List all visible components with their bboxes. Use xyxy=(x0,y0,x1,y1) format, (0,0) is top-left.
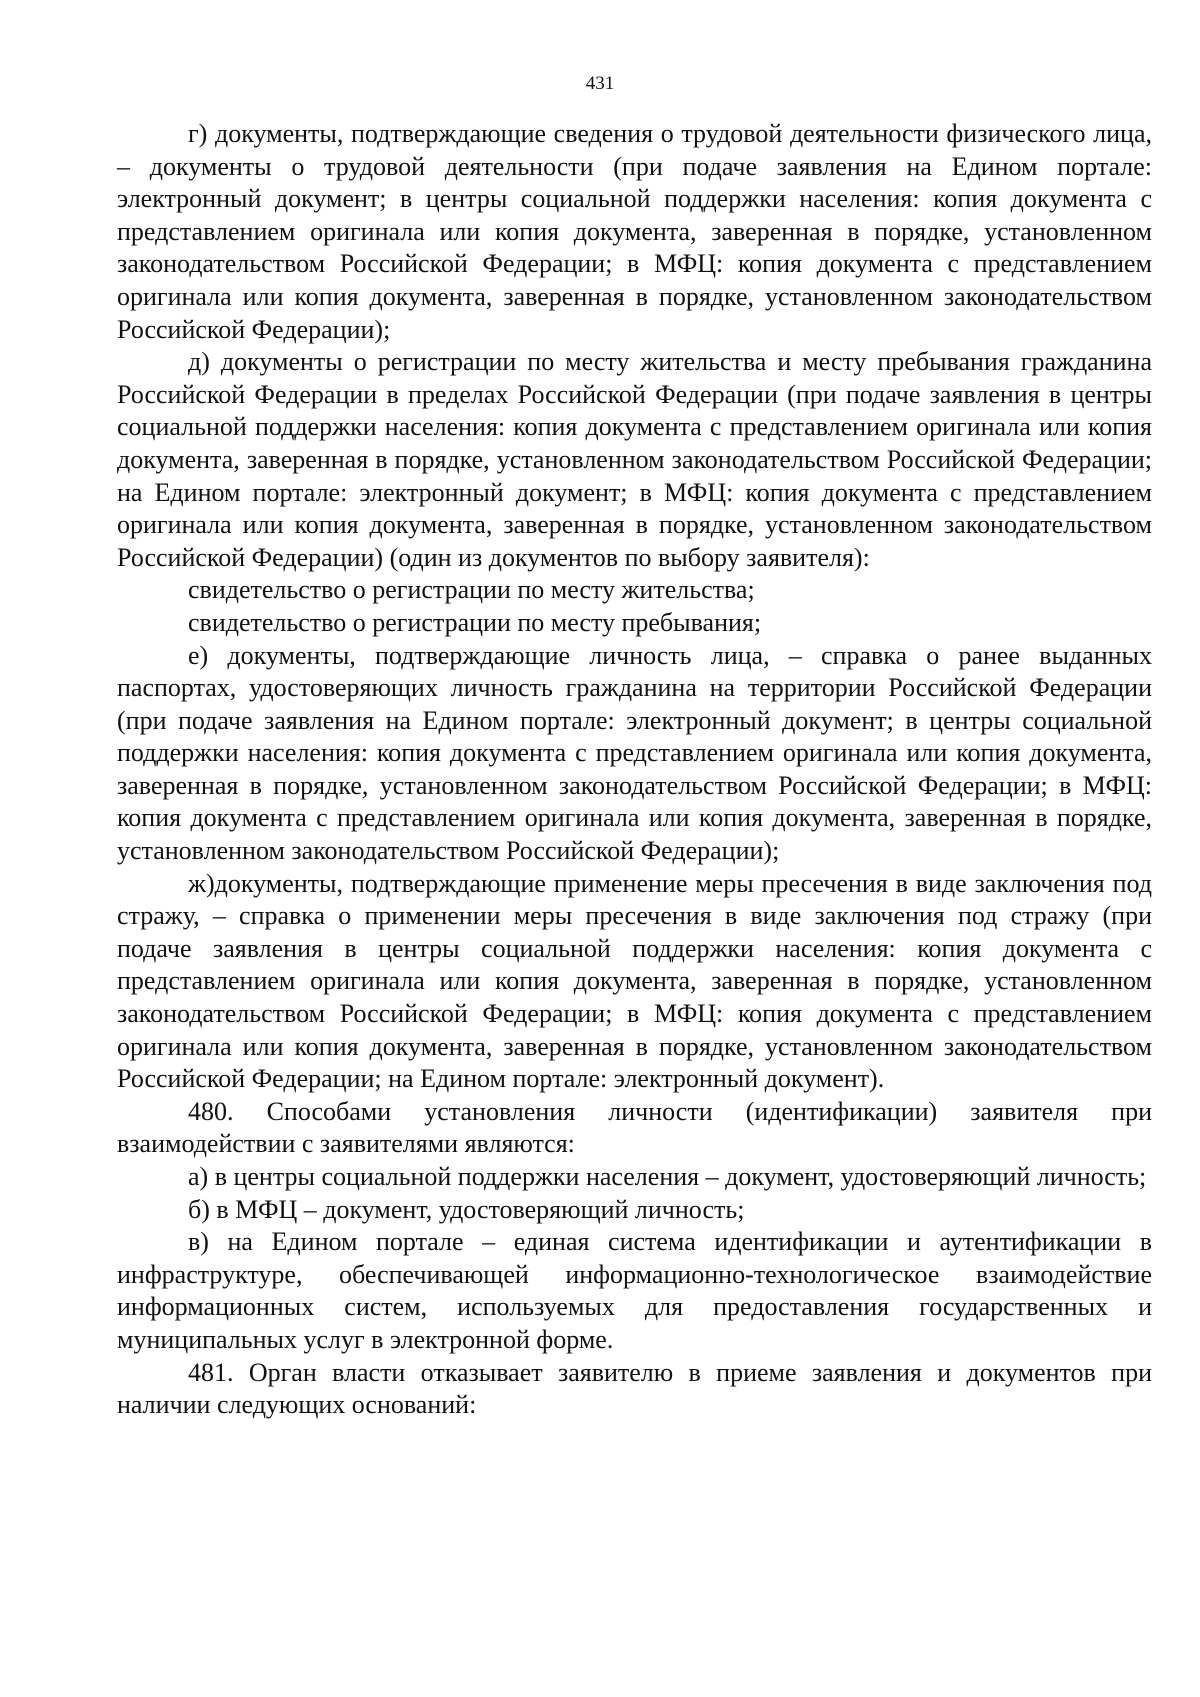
paragraph-e-identity-documents: е) документы, подтверждающие личность лица, – справка о ранее выданных паспортах, удостоверяющих личность гражданина на территории Российской Федерации (при подаче заявления на Едином портале: электронный документ; в центры социальной поддержки населения: копия документа с представлением оригинала или копия документа, заверенная в порядке, установленном законодательством Российской Федерации; в МФЦ: копия документа с представлением оригинала или копия документа, заверенная в порядке, установленном законодательством Российской Федерации); xyxy=(117,640,1152,866)
paragraph-480-identification-methods: 480. Способами установления личности (идентификации) заявителя при взаимодействии с заявителями являются: xyxy=(117,1096,1152,1159)
paragraph-481-refusal-grounds: 481. Орган власти отказывает заявителю в приеме заявления и документов при наличии следующих оснований: xyxy=(117,1357,1152,1420)
page-number: 431 xyxy=(585,73,615,94)
list-item-b-mfc: б) в МФЦ – документ, удостоверяющий личность; xyxy=(188,1194,745,1224)
list-item-residence-certificate: свидетельство о регистрации по месту жительства; xyxy=(188,575,755,605)
list-item-v-unified-portal: в) на Едином портале – единая система идентификации и аутентификации в инфраструктуре, обеспечивающей информационно-технологическое взаимодействие информационных систем, используемых для предоставления государственных и муниципальных услуг в электронной форме. xyxy=(117,1227,1152,1354)
paragraph-zh-custody-documents: ж)документы, подтверждающие применение меры пресечения в виде заключения под стражу, – справка о применении меры пресечения в виде заключения под стражу (при подаче заявления в центры социальной поддержки населения: копия документа с представлением оригинала или копия документа, заверенная в порядке, установленном законодательством Российской Федерации; в МФЦ: копия документа с представлением оригинала или копия документа, заверенная в порядке, установленном законодательством Российской Федерации; на Едином портале: электронный документ). xyxy=(117,868,1152,1094)
paragraph-d-registration-documents: д) документы о регистрации по месту жительства и месту пребывания гражданина Российской Федерации в пределах Российской Федерации (при подаче заявления в центры социальной поддержки населения: копия документа с представлением оригинала или копия документа, заверенная в порядке, установленном законодательством Российской Федерации; на Едином портале: электронный документ; в МФЦ: копия документа с представлением оригинала или копия документа, заверенная в порядке, установленном законодательством Российской Федерации) (один из документов по выбору заявителя): xyxy=(117,347,1152,572)
list-item-stay-certificate: свидетельство о регистрации по месту пребывания; xyxy=(188,607,762,637)
document-body xyxy=(117,118,1152,1422)
list-item-a-social-centers: а) в центры социальной поддержки населения – документ, удостоверяющий личность; xyxy=(188,1162,1147,1191)
paragraph-g-employment-documents: г) документы, подтверждающие сведения о трудовой деятельности физического лица, – документы о трудовой деятельности (при подаче заявления на Едином портале: электронный документ; в центры социальной поддержки населения: копия документа с представлением оригинала или копия документа, заверенная в порядке, установленном законодательством Российской Федерации; в МФЦ: копия документа с представлением оригинала или копия документа, заверенная в порядке, установленном законодательством Российской Федерации); xyxy=(117,119,1152,344)
